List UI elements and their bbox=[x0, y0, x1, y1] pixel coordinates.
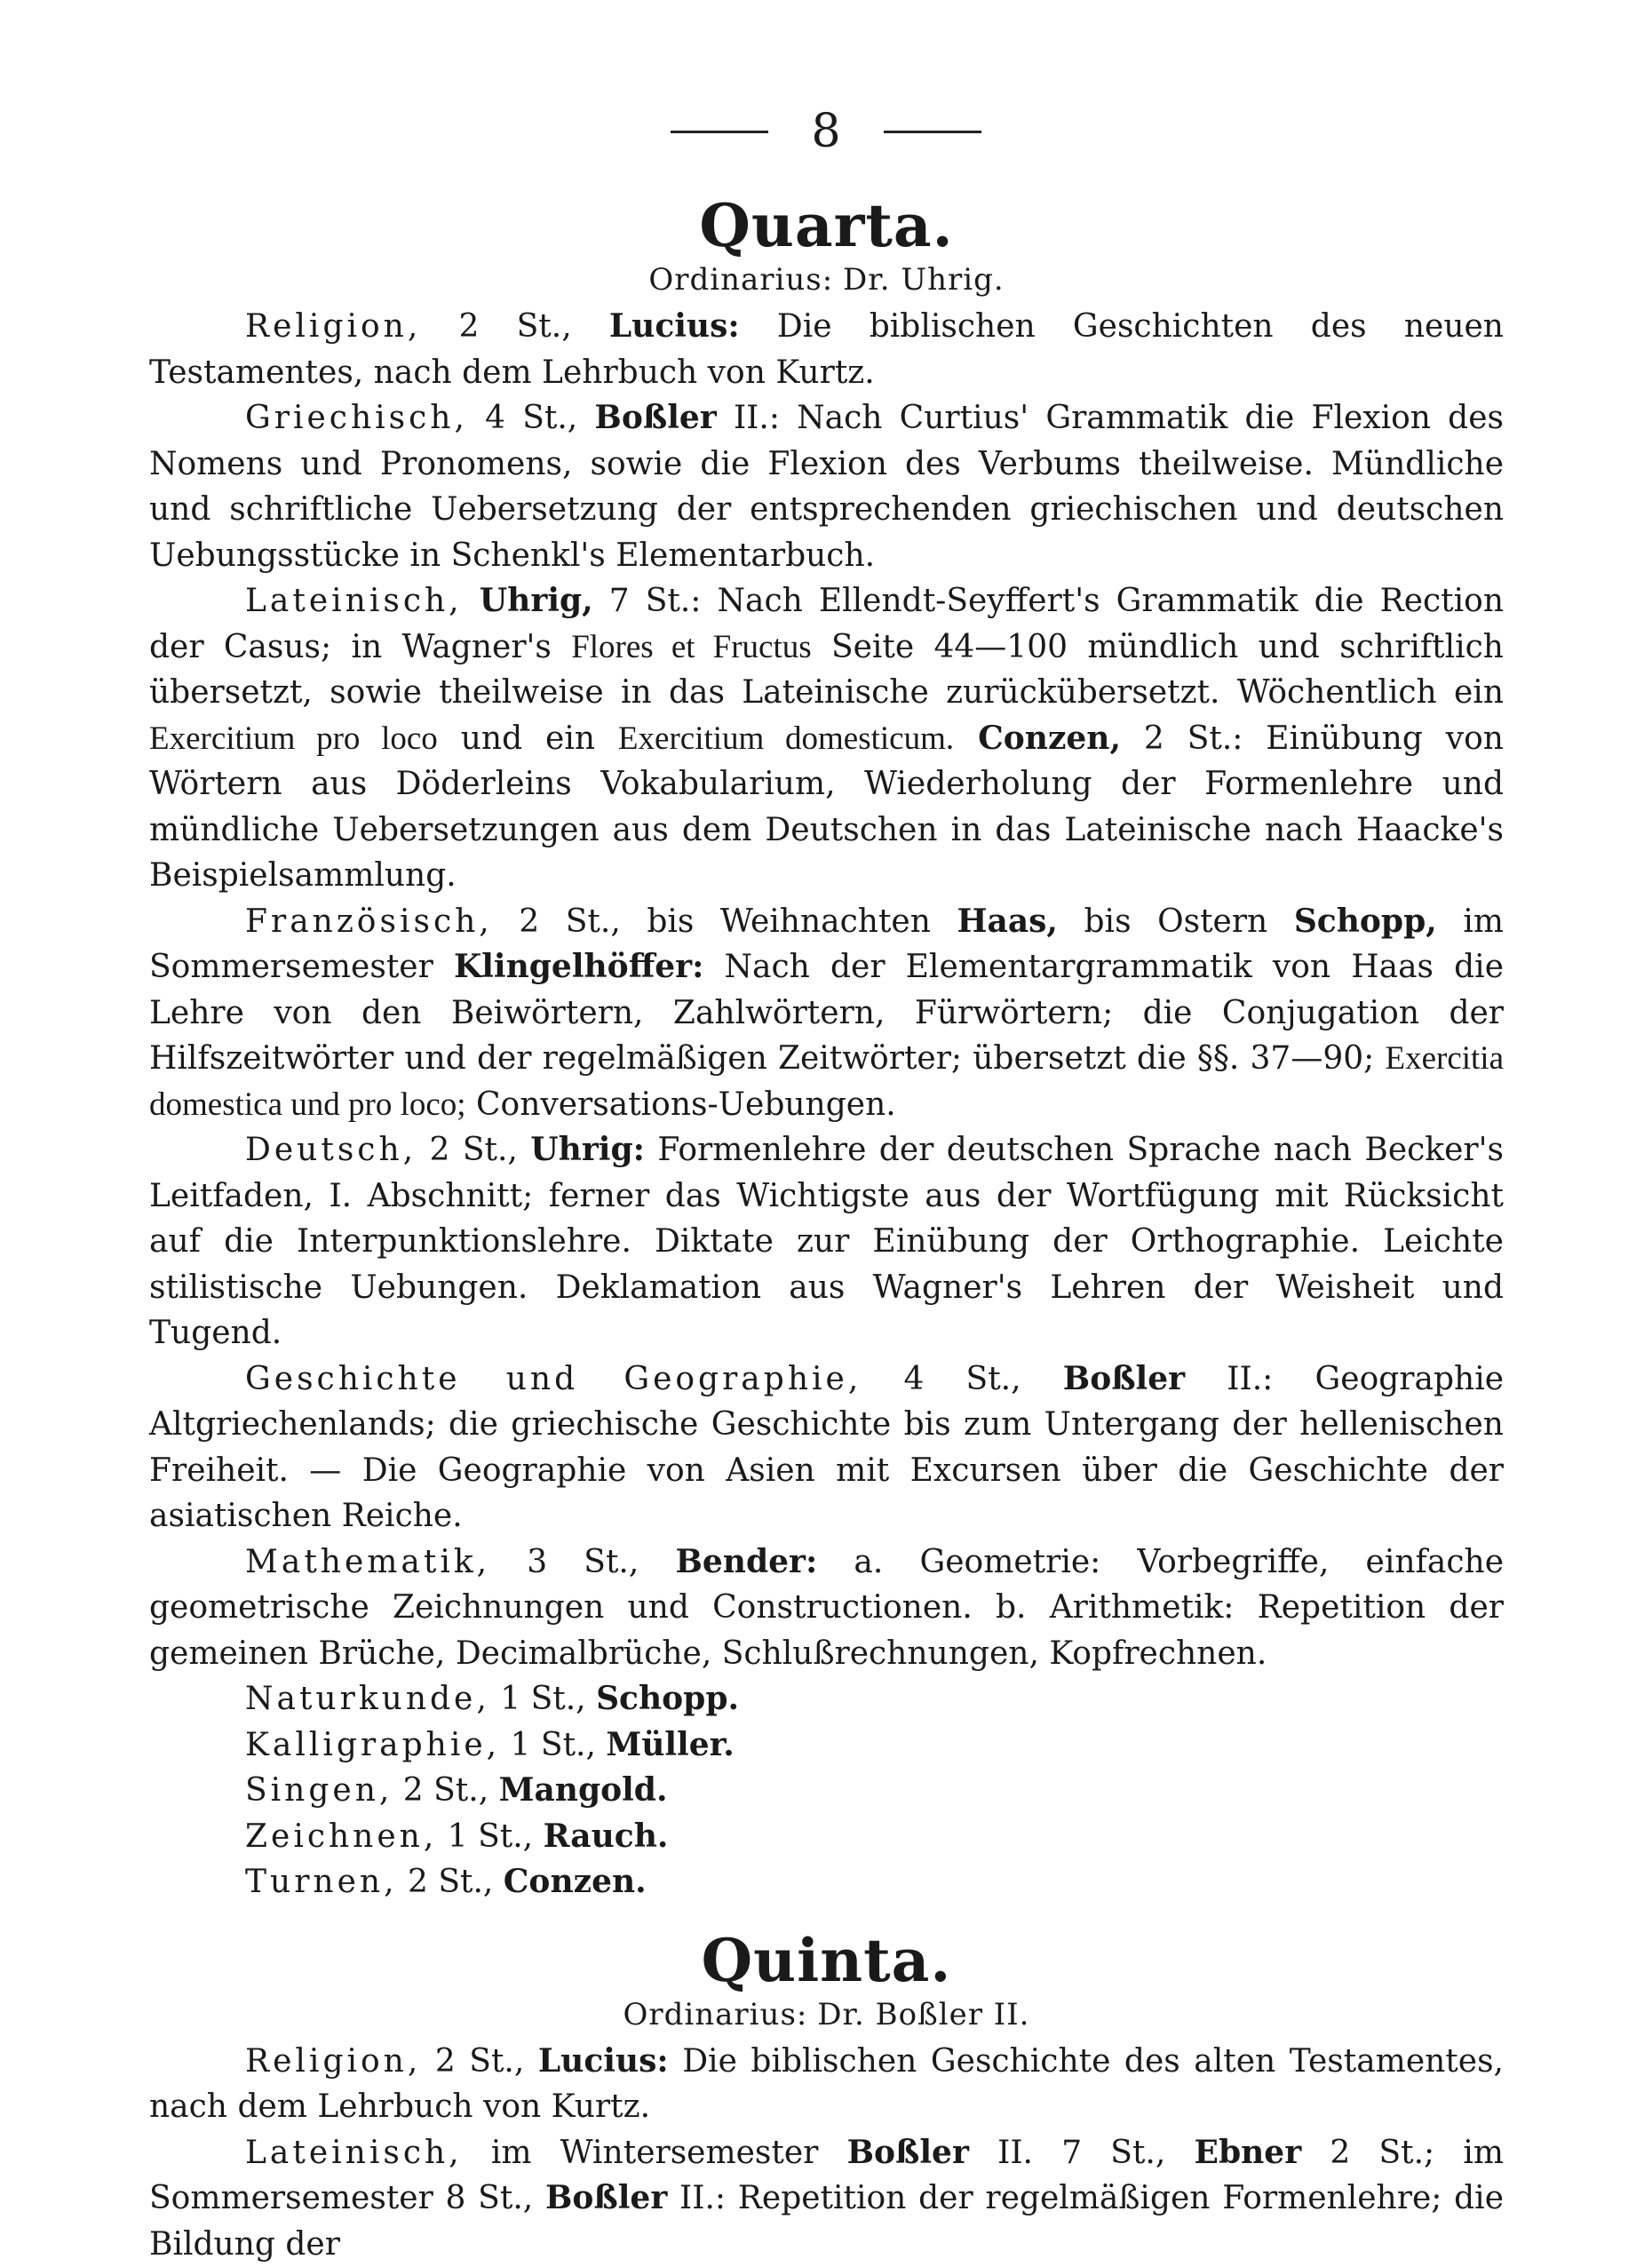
entry-text: Formenlehre der deutschen Sprache nach Becker's Leitfaden, I. Abschnitt; ferner das Wichtigste aus der Wortfügung mit Rücksicht auf die Interpunktionslehre. Diktate zur Einübung der Orthographie. Leichte stilistische Uebungen. Deklamation aus Wagner's Lehren der Weisheit und Tugend. bbox=[149, 1132, 1504, 1351]
entry-singen bbox=[149, 1768, 1504, 1814]
entry-kalligraphie bbox=[149, 1722, 1504, 1769]
section-title-quarta: Quarta. bbox=[149, 190, 1504, 261]
subject-name: Geschichte und Geographie, bbox=[245, 1361, 862, 1397]
hours: 2 St., bbox=[421, 2043, 538, 2080]
entry-text: II.: Repetition der regelmäßigen Formenlehre; die Bildung der bbox=[149, 2180, 1504, 2263]
teacher-name: Boßler bbox=[545, 2179, 667, 2216]
entry-franzoesisch bbox=[149, 899, 1504, 1128]
teacher-name: Lucius: bbox=[538, 2042, 669, 2080]
entry-text: Die biblischen Geschichte des alten Testamentes, nach dem Lehrbuch von Kurtz. bbox=[149, 2043, 1504, 2126]
entry-text: und ein bbox=[438, 720, 618, 757]
subject-name: Französisch, bbox=[245, 903, 493, 940]
entry-text: 2 St.; im Sommersemester 8 St., bbox=[149, 2135, 1504, 2217]
entry-text: Conversations-Uebungen. bbox=[466, 1086, 896, 1123]
subject-name: Religion, bbox=[245, 308, 421, 345]
teacher-name: Müller. bbox=[606, 1726, 734, 1763]
entry-text: 2 St., bis Weihnachten bbox=[493, 903, 957, 940]
hours: 4 St., bbox=[862, 1361, 1063, 1397]
teacher-name: Boßler bbox=[594, 399, 716, 436]
subject-name: Lateinisch, bbox=[245, 583, 463, 619]
entry-mathematik bbox=[149, 1539, 1504, 1677]
entry-zeichnen bbox=[149, 1814, 1504, 1860]
page-header bbox=[0, 96, 1652, 167]
latin-text: Exercitium domesticum. bbox=[618, 720, 954, 757]
hours: 1 St., bbox=[500, 1727, 606, 1763]
page-number: 8 bbox=[811, 105, 840, 158]
teacher-name: Conzen, bbox=[954, 720, 1121, 757]
subject-name: Griechisch, bbox=[245, 400, 468, 436]
entry-text: II.: Nach Curtius' Grammatik die Flexion des Nomens und Pronomens, sowie die Flexion des Verbums theilweise. Mündliche und schriftliche Uebersetzung der entsprechenden griechischen und deutschen Uebungsstücke in Schenkl's Elementarbuch. bbox=[149, 400, 1504, 574]
section-gap bbox=[149, 1905, 1504, 1925]
entry-geschichte bbox=[149, 1356, 1504, 1539]
teacher-name: Klingelhöffer: bbox=[454, 948, 703, 985]
ordinarius-label: Ordinarius: bbox=[623, 1997, 808, 2032]
teacher-name: Uhrig, bbox=[463, 582, 593, 619]
entry-text: II.: Geographie Altgriechenlands; die griechische Geschichte bis zum Untergang der hellenischen Freiheit. — Die Geographie von Asien mit Excursen über die Geschichte der asiatischen Reiche. bbox=[149, 1361, 1504, 1535]
teacher-name: Boßler bbox=[1063, 1360, 1185, 1397]
entry-naturkunde bbox=[149, 1676, 1504, 1722]
ordinarius-quinta bbox=[149, 1996, 1504, 2033]
entry-text: a. Geometrie: Vorbegriffe, einfache geometrische Zeichnungen und Constructionen. b. Arithmetik: Repetition der gemeinen Brüche, Decimalbrüche, Schlußrechnungen, Kopfrechnen. bbox=[149, 1544, 1504, 1672]
subject-name: Religion, bbox=[245, 2043, 421, 2080]
entry-religion bbox=[149, 2039, 1504, 2130]
teacher-name: Bender: bbox=[675, 1543, 817, 1580]
entry-text: im Wintersemester bbox=[463, 2135, 847, 2171]
hours: 1 St., bbox=[490, 1681, 596, 1717]
header-rule-right bbox=[884, 131, 981, 133]
hours: 2 St., bbox=[421, 308, 609, 345]
section-quinta bbox=[149, 1925, 1504, 2267]
teacher-name: Lucius: bbox=[609, 307, 740, 345]
section-quarta bbox=[149, 190, 1504, 1905]
subject-name: Singen, bbox=[245, 1772, 393, 1809]
entry-lateinisch bbox=[149, 2130, 1504, 2267]
ordinarius-name: Dr. Boßler II. bbox=[817, 1997, 1029, 2032]
teacher-name: Conzen. bbox=[504, 1863, 647, 1900]
page-content bbox=[149, 190, 1504, 2267]
entry-text: bis Ostern bbox=[1058, 903, 1294, 940]
entry-turnen bbox=[149, 1859, 1504, 1905]
subject-name: Naturkunde, bbox=[245, 1681, 490, 1717]
header-rule-left bbox=[671, 131, 768, 133]
subject-name: Deutsch, bbox=[245, 1132, 417, 1168]
teacher-name: Boßler bbox=[847, 2134, 969, 2171]
teacher-name: Schopp, bbox=[1294, 903, 1437, 940]
teacher-name: Haas, bbox=[957, 903, 1057, 940]
entry-deutsch bbox=[149, 1127, 1504, 1356]
ordinarius-quarta bbox=[149, 261, 1504, 298]
latin-text: Exercitia domestica und pro loco; bbox=[149, 1040, 1504, 1123]
hours: 3 St., bbox=[490, 1544, 675, 1580]
entry-text: 7 St.: Nach Ellendt-Seyffert's Grammatik die Rection der Casus; in Wagner's bbox=[149, 583, 1504, 665]
entry-text: Die biblischen Geschichten des neuen Testamentes, nach dem Lehrbuch von Kurtz. bbox=[149, 308, 1504, 391]
subject-name: Lateinisch, bbox=[245, 2135, 463, 2171]
entry-text: Nach der Elementargrammatik von Haas die Lehre von den Beiwörtern, Zahlwörtern, Fürwörtern; die Conjugation der Hilfszeitwörter und der regelmäßigen Zeitwörter; übersetzt die §§. 37—90; bbox=[149, 949, 1504, 1077]
ordinarius-label: Ordinarius: bbox=[648, 262, 833, 298]
teacher-name: Rauch. bbox=[544, 1818, 669, 1855]
teacher-name: Ebner bbox=[1195, 2134, 1302, 2171]
teacher-name: Schopp. bbox=[596, 1680, 739, 1717]
teacher-name: Mangold. bbox=[499, 1771, 668, 1809]
section-title-quinta: Quinta. bbox=[149, 1925, 1504, 1996]
hours: 4 St., bbox=[468, 400, 595, 436]
entry-text: im Sommersemester bbox=[149, 903, 1504, 986]
hours: 1 St., bbox=[437, 1818, 543, 1855]
hours: 2 St., bbox=[417, 1132, 530, 1168]
ordinarius-name: Dr. Uhrig. bbox=[843, 262, 1005, 298]
subject-name: Kalligraphie, bbox=[245, 1727, 500, 1763]
latin-text: Flores et Fructus bbox=[571, 629, 811, 665]
subject-name: Zeichnen, bbox=[245, 1818, 437, 1855]
entry-text: 2 St.: Einübung von Wörtern aus Döderleins Vokabularium, Wiederholung der Formenlehre und mündliche Uebersetzungen aus dem Deutschen in das Lateinische nach Haacke's Beispielsammlung. bbox=[149, 720, 1504, 895]
entry-religion bbox=[149, 304, 1504, 395]
teacher-name: Uhrig: bbox=[530, 1131, 645, 1168]
subject-name: Turnen, bbox=[245, 1864, 398, 1900]
latin-text: Exercitium pro loco bbox=[149, 720, 438, 757]
entry-griechisch bbox=[149, 395, 1504, 578]
hours: 2 St., bbox=[398, 1864, 504, 1900]
subject-name: Mathematik, bbox=[245, 1544, 490, 1580]
entry-text: II. 7 St., bbox=[969, 2135, 1195, 2171]
entry-text: Seite 44—100 mündlich und schriftlich übersetzt, sowie theilweise in das Lateinische zurückübersetzt. Wöchentlich ein bbox=[149, 629, 1504, 712]
entry-lateinisch bbox=[149, 578, 1504, 899]
hours: 2 St., bbox=[393, 1772, 498, 1809]
